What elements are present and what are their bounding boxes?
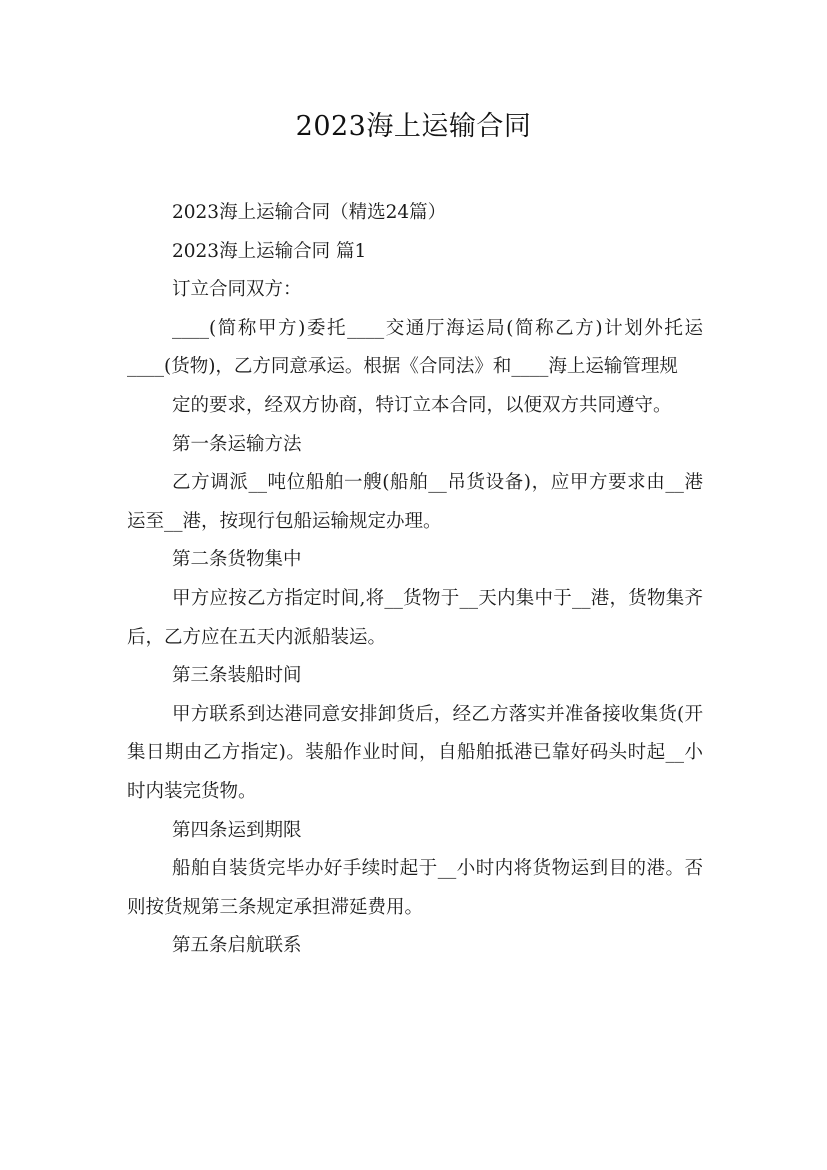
- clause-heading-2: 第二条货物集中: [172, 549, 302, 571]
- paragraph-preamble-continued: 定的要求，经双方协商，特订立本合同，以便双方共同遵守。: [172, 394, 672, 416]
- clause-body-4: 船舶自装货完毕办好手续时起于__小时内将货物运到目的港。否则按货规第三条规定承担滞延费用。: [127, 858, 703, 918]
- clause-heading-5: 第五条启航联系: [172, 935, 302, 957]
- clause-heading-1: 第一条运输方法: [172, 433, 302, 455]
- document-title: 2023海上运输合同: [295, 111, 532, 142]
- clause-body-2: 甲方应按乙方指定时间,将__货物于__天内集中于__港，货物集齐后，乙方应在五天内派船装运。: [127, 587, 703, 648]
- paragraph-preamble: ____(简称甲方)委托____交通厅海运局(简称乙方)计划外托运____(货物)，乙方同意承运。根据《合同法》和____海上运输管理规: [127, 317, 703, 378]
- paragraph-parties: 订立合同双方：: [172, 279, 302, 301]
- document-body: [127, 194, 703, 966]
- paragraph-section-heading: 2023海上运输合同 篇1: [172, 240, 367, 262]
- clause-body-3: 甲方联系到达港同意安排卸货后，经乙方落实并准备接收集货(开集日期由乙方指定)。装船作业时间，自船舶抵港已靠好码头时起__小时内装完货物。: [127, 703, 703, 802]
- clause-heading-3: 第三条装船时间: [172, 665, 302, 687]
- paragraph-subtitle: 2023海上运输合同（精选24篇）: [172, 202, 447, 223]
- clause-body-1: 乙方调派__吨位船舶一艘(船舶__吊货设备)，应甲方要求由__港运至__港，按现行包船运输规定办理。: [127, 472, 703, 532]
- clause-heading-4: 第四条运到期限: [172, 819, 302, 841]
